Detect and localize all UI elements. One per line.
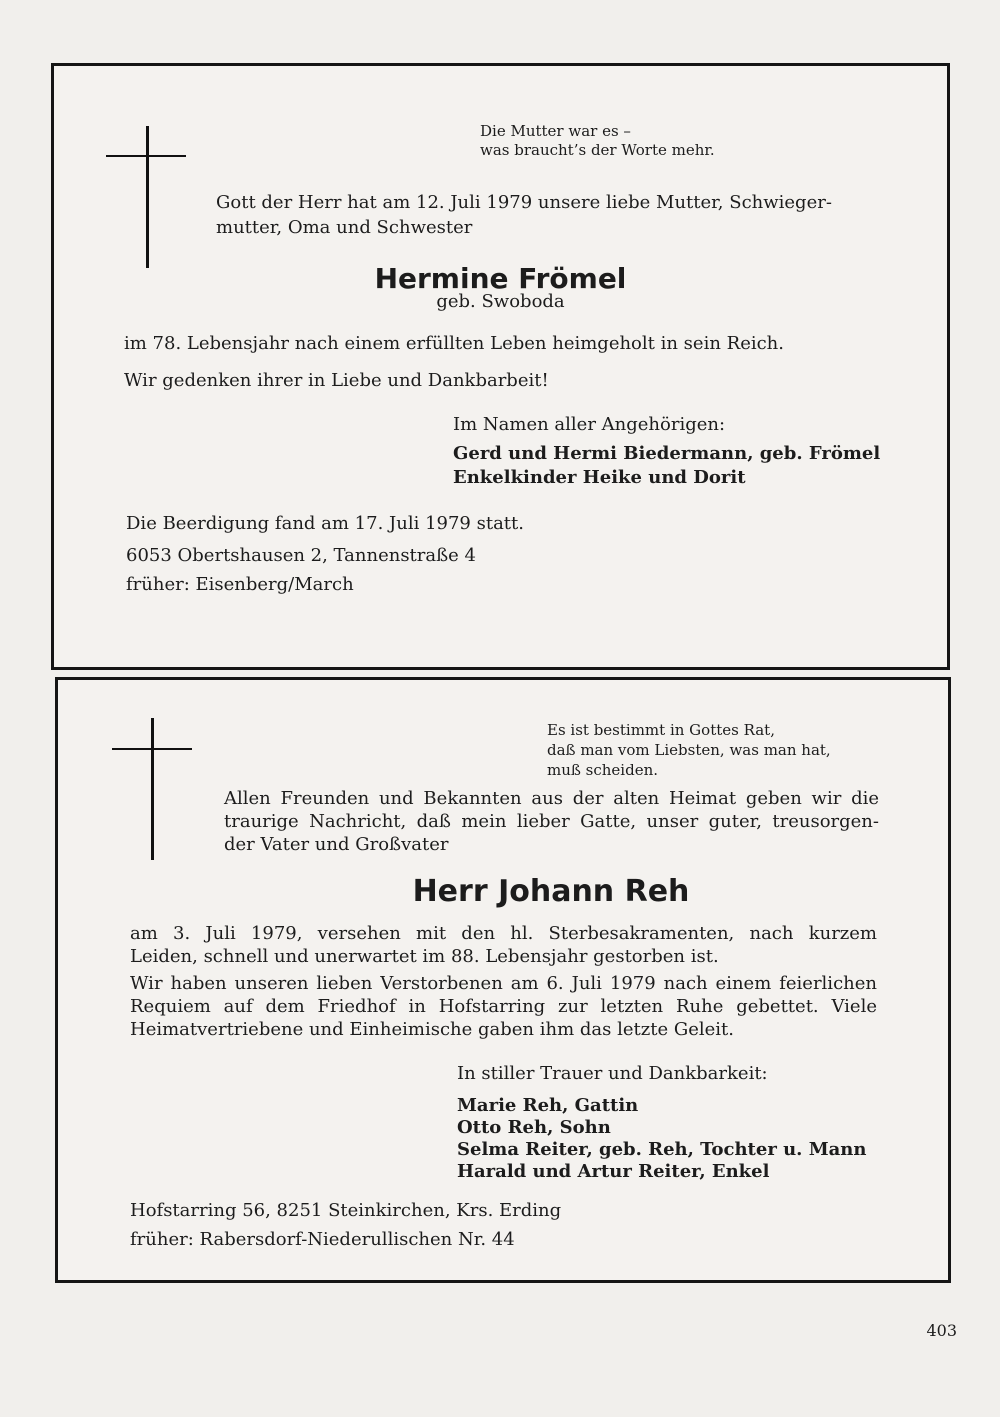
- signatory: Gerd und Hermi Biedermann, geb. Frömel: [453, 443, 881, 464]
- signature-intro: In stiller Trauer und Dankbarkeit:: [457, 1063, 768, 1084]
- burial-text: Requiem auf dem Friedhof in Hofstarring zur letzten Ruhe gebettet. Viele: [130, 996, 877, 1017]
- signatory: Enkelkinder Heike und Dorit: [453, 467, 746, 488]
- death-text: im 78. Lebensjahr nach einem erfüllten Leben heimgeholt in sein Reich.: [124, 333, 784, 354]
- death-text: am 3. Juli 1979, versehen mit den hl. Sterbesakramenten, nach kurzem: [130, 923, 877, 944]
- address-text: Hofstarring 56, 8251 Steinkirchen, Krs. Erding: [130, 1200, 562, 1221]
- death-text: Leiden, schnell und unerwartet im 88. Lebensjahr gestorben ist.: [130, 946, 719, 967]
- burial-text: Wir haben unseren lieben Verstorbenen am 6. Juli 1979 nach einem feierlichen: [130, 973, 877, 994]
- signatory: Selma Reiter, geb. Reh, Tochter u. Mann: [457, 1139, 867, 1160]
- deceased-name: Herr Johann Reh: [412, 874, 690, 909]
- funeral-text: Die Beerdigung fand am 17. Juli 1979 statt.: [126, 513, 524, 534]
- signatory: Marie Reh, Gattin: [457, 1095, 639, 1116]
- page-number: 403: [926, 1321, 957, 1340]
- motto-line: Es ist bestimmt in Gottes Rat,: [547, 721, 775, 739]
- intro-line: mutter, Oma und Schwester: [216, 217, 473, 238]
- signatory: Harald und Artur Reiter, Enkel: [457, 1161, 770, 1182]
- signatory: Otto Reh, Sohn: [457, 1117, 611, 1138]
- former-address: früher: Eisenberg/March: [126, 574, 354, 595]
- birth-name: geb. Swoboda: [436, 291, 565, 312]
- motto-line: was braucht’s der Worte mehr.: [480, 141, 715, 159]
- deceased-name: Hermine Frömel: [374, 262, 627, 295]
- obituary-notice-reh: [55, 677, 951, 1283]
- motto-line: daß man vom Liebsten, was man hat,: [547, 741, 831, 759]
- motto-line: Die Mutter war es –: [480, 122, 631, 140]
- intro-line: Gott der Herr hat am 12. Juli 1979 unsere liebe Mutter, Schwieger-: [216, 192, 832, 213]
- motto-line: muß scheiden.: [547, 761, 659, 779]
- obituary-notice-fromel: [51, 63, 950, 670]
- remembrance-text: Wir gedenken ihrer in Liebe und Dankbarbeit!: [124, 370, 549, 391]
- address-text: 6053 Obertshausen 2, Tannenstraße 4: [126, 545, 476, 566]
- former-address: früher: Rabersdorf-Niederullischen Nr. 44: [130, 1229, 515, 1250]
- intro-line: Allen Freunden und Bekannten aus der alten Heimat geben wir die: [224, 788, 879, 809]
- intro-line: der Vater und Großvater: [224, 834, 449, 855]
- burial-text: Heimatvertriebene und Einheimische gaben ihm das letzte Geleit.: [130, 1019, 734, 1040]
- signature-intro: Im Namen aller Angehörigen:: [453, 414, 726, 435]
- intro-line: traurige Nachricht, daß mein lieber Gatte, unser guter, treusorgen-: [224, 811, 879, 832]
